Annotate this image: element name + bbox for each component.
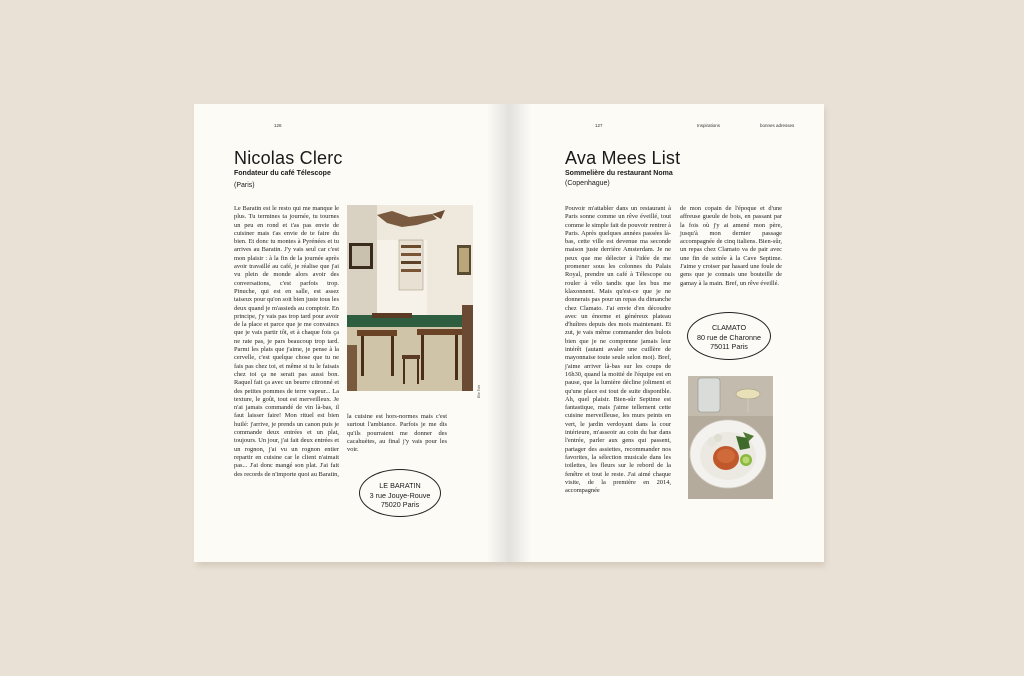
restaurant-street: 3 rue Jouye-Rouve [369, 490, 431, 500]
page-number: 127 [595, 123, 603, 128]
left-page [194, 104, 509, 562]
article-column-2: de mon copain de l'époque et d'une affreuse gueule de bois, en passant par la fois où j'y ai amené mon père, jusqu'à mon dernier passage accompagnée de cinq italiens. Bien-sûr, un repas chez Clamato va de pair avec une fin de soirée à la Cave Septime. J'aime y croiser par hasard une foule de gens que je connais une bouteille de gamay à la main. Bref, un rêve éveillé. [680, 205, 782, 287]
photo-credit: Elie Tobi [477, 384, 481, 398]
person-role: Sommelière du restaurant Noma [565, 170, 673, 177]
dish-photo [688, 376, 773, 499]
restaurant-city: 75011 Paris [710, 342, 748, 351]
bistro-interior-illustration [347, 205, 473, 391]
magazine-spread [194, 104, 824, 562]
restaurant-name: CLAMATO [711, 323, 747, 332]
article-column-1: Le Baratin est le resto qui me manque le plus. Tu termines ta journée, tu tournes un peu en rond et t'as pas envie de cuisiner mais t'as envie de te faire du bien. Et donc tu montes à Pyrénées et tu arrives au Baratin. J'y vais seul car c'est mon plaisir : à la fin de la journée après avoir travaillé au café, je réalise que j'ai vu plein de monde alors avoir des conversations, c'est parfois trop. Pinuche, qui est en salle, est assez taiseux pour qu'on soit bien juste tous les deux quand je m'assieds au comptoir. En principe, j'y vais pas trop tard pour avoir de la place et parce que je me convaincs que je vais partir tôt, et à chaque fois ça ne rate pas, je pars beaucoup trop tard. Parmi les plats que j'aime, je pense à la cervelle, c'est quelque chose que tu ne fais pas chez toi, et même si tu le faisais chez toi ça ne serait pas aussi bon. Raquel fait ça avec un beurre citronné et des petites pommes de terre vapeur... La texture, le goût, tout est merveilleux. Je n'ai jamais commandé de vin là-bas, il faut laisser faire! Mon rituel est bien huilé: j'arrive, je prends un canon puis je commande deux entrées et un plat, toujours. Un jour, j'ai fait deux entrées et un rognon, j'ai vu un rognon entier repartir en cuisine car le client n'aimait pas... J'ai donc mangé son plat. J'ai fait des records de n'importe quoi au Baratin, [234, 205, 339, 478]
subsection-heading: bonnes adresses [760, 123, 795, 128]
section-heading: Inspirations [697, 123, 721, 128]
restaurant-photo [347, 205, 473, 391]
person-role: Fondateur du café Télescope [234, 170, 331, 177]
right-page [509, 104, 824, 562]
restaurant-street: 80 rue de Charonne [697, 332, 761, 342]
person-name: Ava Mees List [565, 148, 681, 168]
person-city: (Paris) [234, 182, 255, 189]
article-column-2: la cuisine est hors-normes mais c'est surtout l'ambiance. Parfois je me dis qu'ils pourraient me donner des cacahuètes, au final j'y vais pour les voir. [347, 413, 447, 454]
page-number: 126 [274, 123, 282, 128]
gutter-shadow [509, 104, 531, 562]
restaurant-name: LE BARATIN [379, 481, 421, 490]
address-badge [359, 469, 441, 517]
restaurant-city: 75020 Paris [380, 500, 420, 509]
address-badge [687, 312, 771, 360]
person-name: Nicolas Clerc [234, 148, 343, 168]
dish-illustration [688, 376, 773, 499]
person-city: (Copenhague) [565, 180, 610, 187]
article-column-1: Pouvoir m'attabler dans un restaurant à Paris sonne comme un rêve éveillé, tout comme le simple fait de pouvoir rentrer à Paris. Après quelques années passées là-bas, cette ville est devenue ma seconde maison juste derrière Amsterdam. Je ne peux que me délecter à l'idée de me promener sous les colonnes du Palais Royal, prendre un café à Télescope ou rouler à vélo tandis que les bus me klaxonnent. Mais qu'est-ce que je ne donnerais pas pour un repas du dimanche chez Clamato. J'ai envie d'en découdre avec un énorme et généreux plateau d'huîtres depuis des mois maintenant. Et zut, je vais même commander des bulots bien que je ne comprenne jamais leur intérêt (autant avaler une cuillère de mayonnaise toute seule selon moi). Bref, j'aime arriver là-bas sur les coups de 16h30, quand la moitié de l'équipe est en pause, que la lumière décline joliment et qu'une place est tout de suite disponible. Ah, quel plaisir. Bien-sûr Septime est fantastique, mais j'aime tellement cette cuisine merveilleuse, les murs peints en vert, le jardin verdoyant dans la cour intérieure, m'asseoir au coin du bar dans l'entrée, parler aux gens qui passent, partager des assiettes, recommander nos favorites, la sélection musicale dans les toilettes, les fleurs sur le rebord de la fenêtre et tout le reste. J'ai aimé chaque visite, de la première en 2014, accompagnée [565, 205, 671, 495]
gutter-shadow [487, 104, 509, 562]
